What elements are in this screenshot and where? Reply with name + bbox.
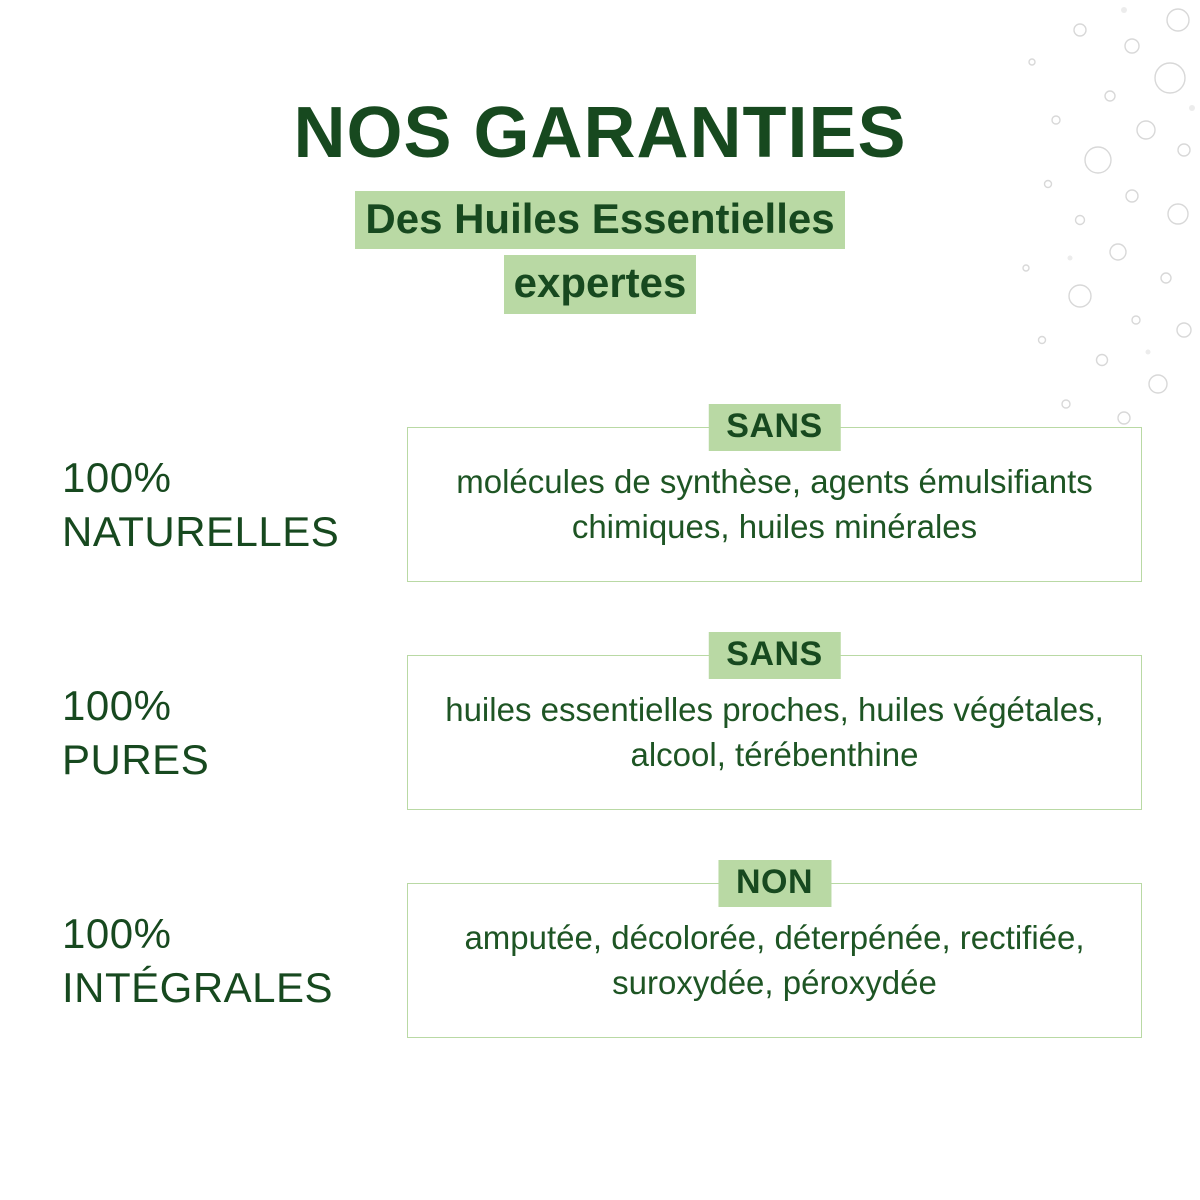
guarantee-description: amputée, décolorée, déterpénée, rectifiée, suroxydée, péroxydée	[464, 919, 1085, 1001]
guarantee-row-naturelles	[0, 391, 1200, 619]
guarantee-kind: NATURELLES	[62, 507, 340, 555]
subtitle-line-1: Des Huiles Essentielles	[355, 191, 844, 250]
page-title: NOS GARANTIES	[293, 93, 907, 173]
guarantee-label-naturelles	[62, 451, 407, 559]
subtitle	[0, 188, 1200, 317]
header	[0, 0, 1200, 317]
guarantee-badge-integrales: NON	[718, 860, 831, 907]
guarantee-box-wrap-naturelles	[407, 407, 1142, 582]
guarantee-kind: INTÉGRALES	[62, 963, 334, 1011]
guarantee-rows	[0, 391, 1200, 1075]
guarantee-label-pures	[62, 679, 407, 787]
guarantee-percent: 100%	[62, 681, 172, 729]
subtitle-line-2: expertes	[504, 255, 697, 314]
guarantee-kind: PURES	[62, 735, 210, 783]
guarantee-badge-pures: SANS	[708, 632, 840, 679]
guarantee-badge-naturelles: SANS	[708, 404, 840, 451]
guarantee-percent: 100%	[62, 909, 172, 957]
guarantee-box-wrap-pures	[407, 635, 1142, 810]
guarantee-box-wrap-integrales	[407, 863, 1142, 1038]
guarantee-description: huiles essentielles proches, huiles végétales, alcool, térébenthine	[445, 691, 1104, 773]
guarantee-description: molécules de synthèse, agents émulsifiants chimiques, huiles minérales	[456, 463, 1093, 545]
guarantee-row-pures	[0, 619, 1200, 847]
guarantee-label-integrales	[62, 907, 407, 1015]
guarantee-percent: 100%	[62, 453, 172, 501]
guarantee-row-integrales	[0, 847, 1200, 1075]
